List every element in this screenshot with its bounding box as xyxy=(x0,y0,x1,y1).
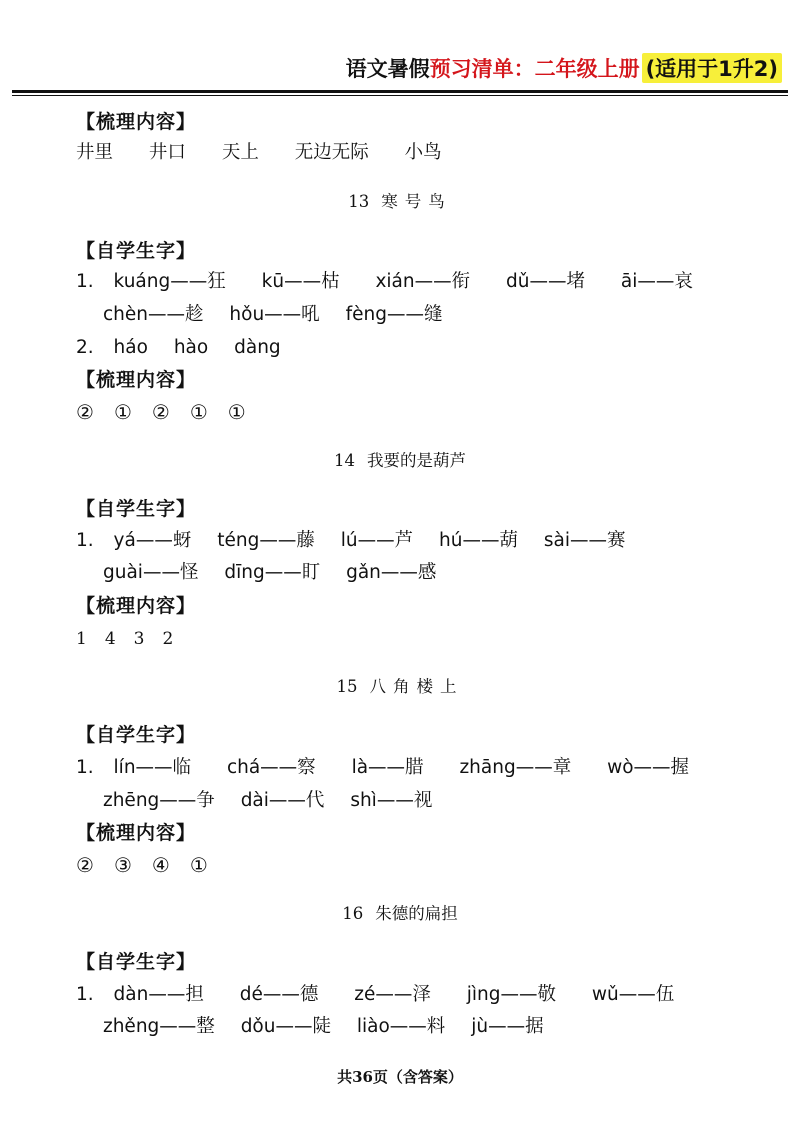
l16-line2 xyxy=(103,1015,544,1039)
l14-outline-label: 【梳理内容】 xyxy=(76,595,197,617)
answer: 1 xyxy=(76,629,87,649)
l13-line2 xyxy=(103,303,442,327)
page-footer: 共36页（含答案） xyxy=(337,1068,463,1086)
lesson-number: 14 xyxy=(334,451,355,470)
pinyin-char: fèng——缝 xyxy=(345,304,443,325)
pinyin-char: xián——衔 xyxy=(375,271,471,292)
pinyin: háo xyxy=(113,337,148,358)
lesson-16-heading xyxy=(0,903,800,925)
pinyin-char: dǒu——陡 xyxy=(240,1016,331,1037)
pinyin: hào xyxy=(173,337,209,358)
pinyin-char: yá——蚜 xyxy=(113,530,192,551)
answer: ① xyxy=(113,400,132,424)
l15-study-label: 【自学生字】 xyxy=(76,724,197,746)
pinyin-char: téng——藤 xyxy=(217,530,315,551)
word: 无边无际 xyxy=(294,142,369,163)
item-number: 2. xyxy=(76,337,94,358)
pinyin-char: lú——芦 xyxy=(340,530,414,551)
l13-line1 xyxy=(76,270,693,294)
word: 天上 xyxy=(221,142,259,163)
pinyin-char: liào——料 xyxy=(356,1016,446,1037)
answer: ② xyxy=(76,853,94,877)
pinyin-char: zhāng——章 xyxy=(459,757,572,778)
lesson-number: 15 xyxy=(336,677,358,696)
pinyin-char: guài——怪 xyxy=(103,562,199,583)
answer: 3 xyxy=(133,629,145,649)
l16-line1 xyxy=(76,983,674,1007)
lesson-13-heading xyxy=(0,191,800,213)
l14-line2 xyxy=(103,561,436,585)
answer: ② xyxy=(76,400,94,424)
header-title-black: 语文暑假 xyxy=(345,57,430,81)
lesson-title: 八角楼上 xyxy=(369,677,464,696)
l15-outline-label: 【梳理内容】 xyxy=(76,822,197,844)
header-rule-thick xyxy=(12,90,788,93)
word: 井里 xyxy=(76,142,114,163)
word: 井口 xyxy=(148,142,186,163)
header-tag: (适用于1升2) xyxy=(642,53,782,83)
pinyin-char: lín——临 xyxy=(113,757,192,778)
answer: ① xyxy=(189,853,208,877)
answer: ③ xyxy=(113,853,132,877)
pinyin-char: zhēng——争 xyxy=(103,790,215,811)
answer: ① xyxy=(189,400,208,424)
pinyin: dàng xyxy=(234,337,281,358)
header-title-red: 预习清单：二年级上册 xyxy=(429,57,640,81)
pinyin-char: wò——握 xyxy=(607,757,690,778)
item-number: 1. xyxy=(76,984,94,1005)
lesson-15-heading xyxy=(0,676,800,698)
pinyin-char: āi——哀 xyxy=(620,271,693,292)
l15-answers xyxy=(76,853,228,879)
item-number: 1. xyxy=(76,757,94,778)
pinyin-char: hú——葫 xyxy=(439,530,518,551)
pinyin-char: hǒu——吼 xyxy=(229,304,320,325)
l15-line1 xyxy=(76,756,689,780)
l13-study-label: 【自学生字】 xyxy=(76,240,197,262)
pinyin-char: kuáng——狂 xyxy=(113,271,226,292)
pinyin-char: zhěng——整 xyxy=(103,1016,215,1037)
pinyin-char: chá——察 xyxy=(226,757,316,778)
pinyin-char: jù——据 xyxy=(471,1016,544,1037)
answer: ② xyxy=(151,400,170,424)
pinyin-char: dàn——担 xyxy=(113,984,204,1005)
answer: ④ xyxy=(151,853,170,877)
pinyin-char: gǎn——感 xyxy=(346,562,437,583)
lesson-number: 13 xyxy=(348,192,370,211)
l14-line1 xyxy=(76,529,625,553)
lesson-title: 寒号鸟 xyxy=(381,192,452,211)
pinyin-char: sài——赛 xyxy=(543,530,626,551)
pinyin-char: shì——视 xyxy=(350,790,433,811)
pinyin-char: zé——泽 xyxy=(354,984,431,1005)
pinyin-char: là——腊 xyxy=(351,757,424,778)
lesson-14-heading xyxy=(0,450,800,472)
l14-answers xyxy=(76,627,191,651)
pinyin-char: jìng——敬 xyxy=(466,984,557,1005)
answer: ① xyxy=(227,400,246,424)
pinyin-char: dǔ——堵 xyxy=(506,271,585,292)
item-number: 1. xyxy=(76,271,94,292)
word: 小鸟 xyxy=(404,142,442,163)
lesson-number: 16 xyxy=(342,904,364,923)
header-title xyxy=(346,54,782,82)
lesson-title: 朱德的扁担 xyxy=(375,904,458,923)
answer: 2 xyxy=(162,629,174,649)
header-rule-thin xyxy=(12,95,788,96)
l15-line2 xyxy=(103,789,432,813)
lesson-title: 我要的是葫芦 xyxy=(367,451,466,470)
l16-study-label: 【自学生字】 xyxy=(76,951,197,973)
s12-words xyxy=(76,141,442,165)
pinyin-char: dīng——盯 xyxy=(224,562,321,583)
s12-outline-label: 【梳理内容】 xyxy=(76,111,197,133)
l13-line3 xyxy=(76,336,281,360)
l14-study-label: 【自学生字】 xyxy=(76,498,197,520)
pinyin-char: dé——德 xyxy=(239,984,319,1005)
answer: 4 xyxy=(104,629,116,649)
pinyin-char: kū——枯 xyxy=(261,271,340,292)
pinyin-char: dài——代 xyxy=(240,790,325,811)
l13-outline-label: 【梳理内容】 xyxy=(76,369,197,391)
pinyin-char: wǔ——伍 xyxy=(591,984,675,1005)
pinyin-char: chèn——趁 xyxy=(103,304,204,325)
item-number: 1. xyxy=(76,530,94,551)
l13-answers xyxy=(76,400,266,426)
